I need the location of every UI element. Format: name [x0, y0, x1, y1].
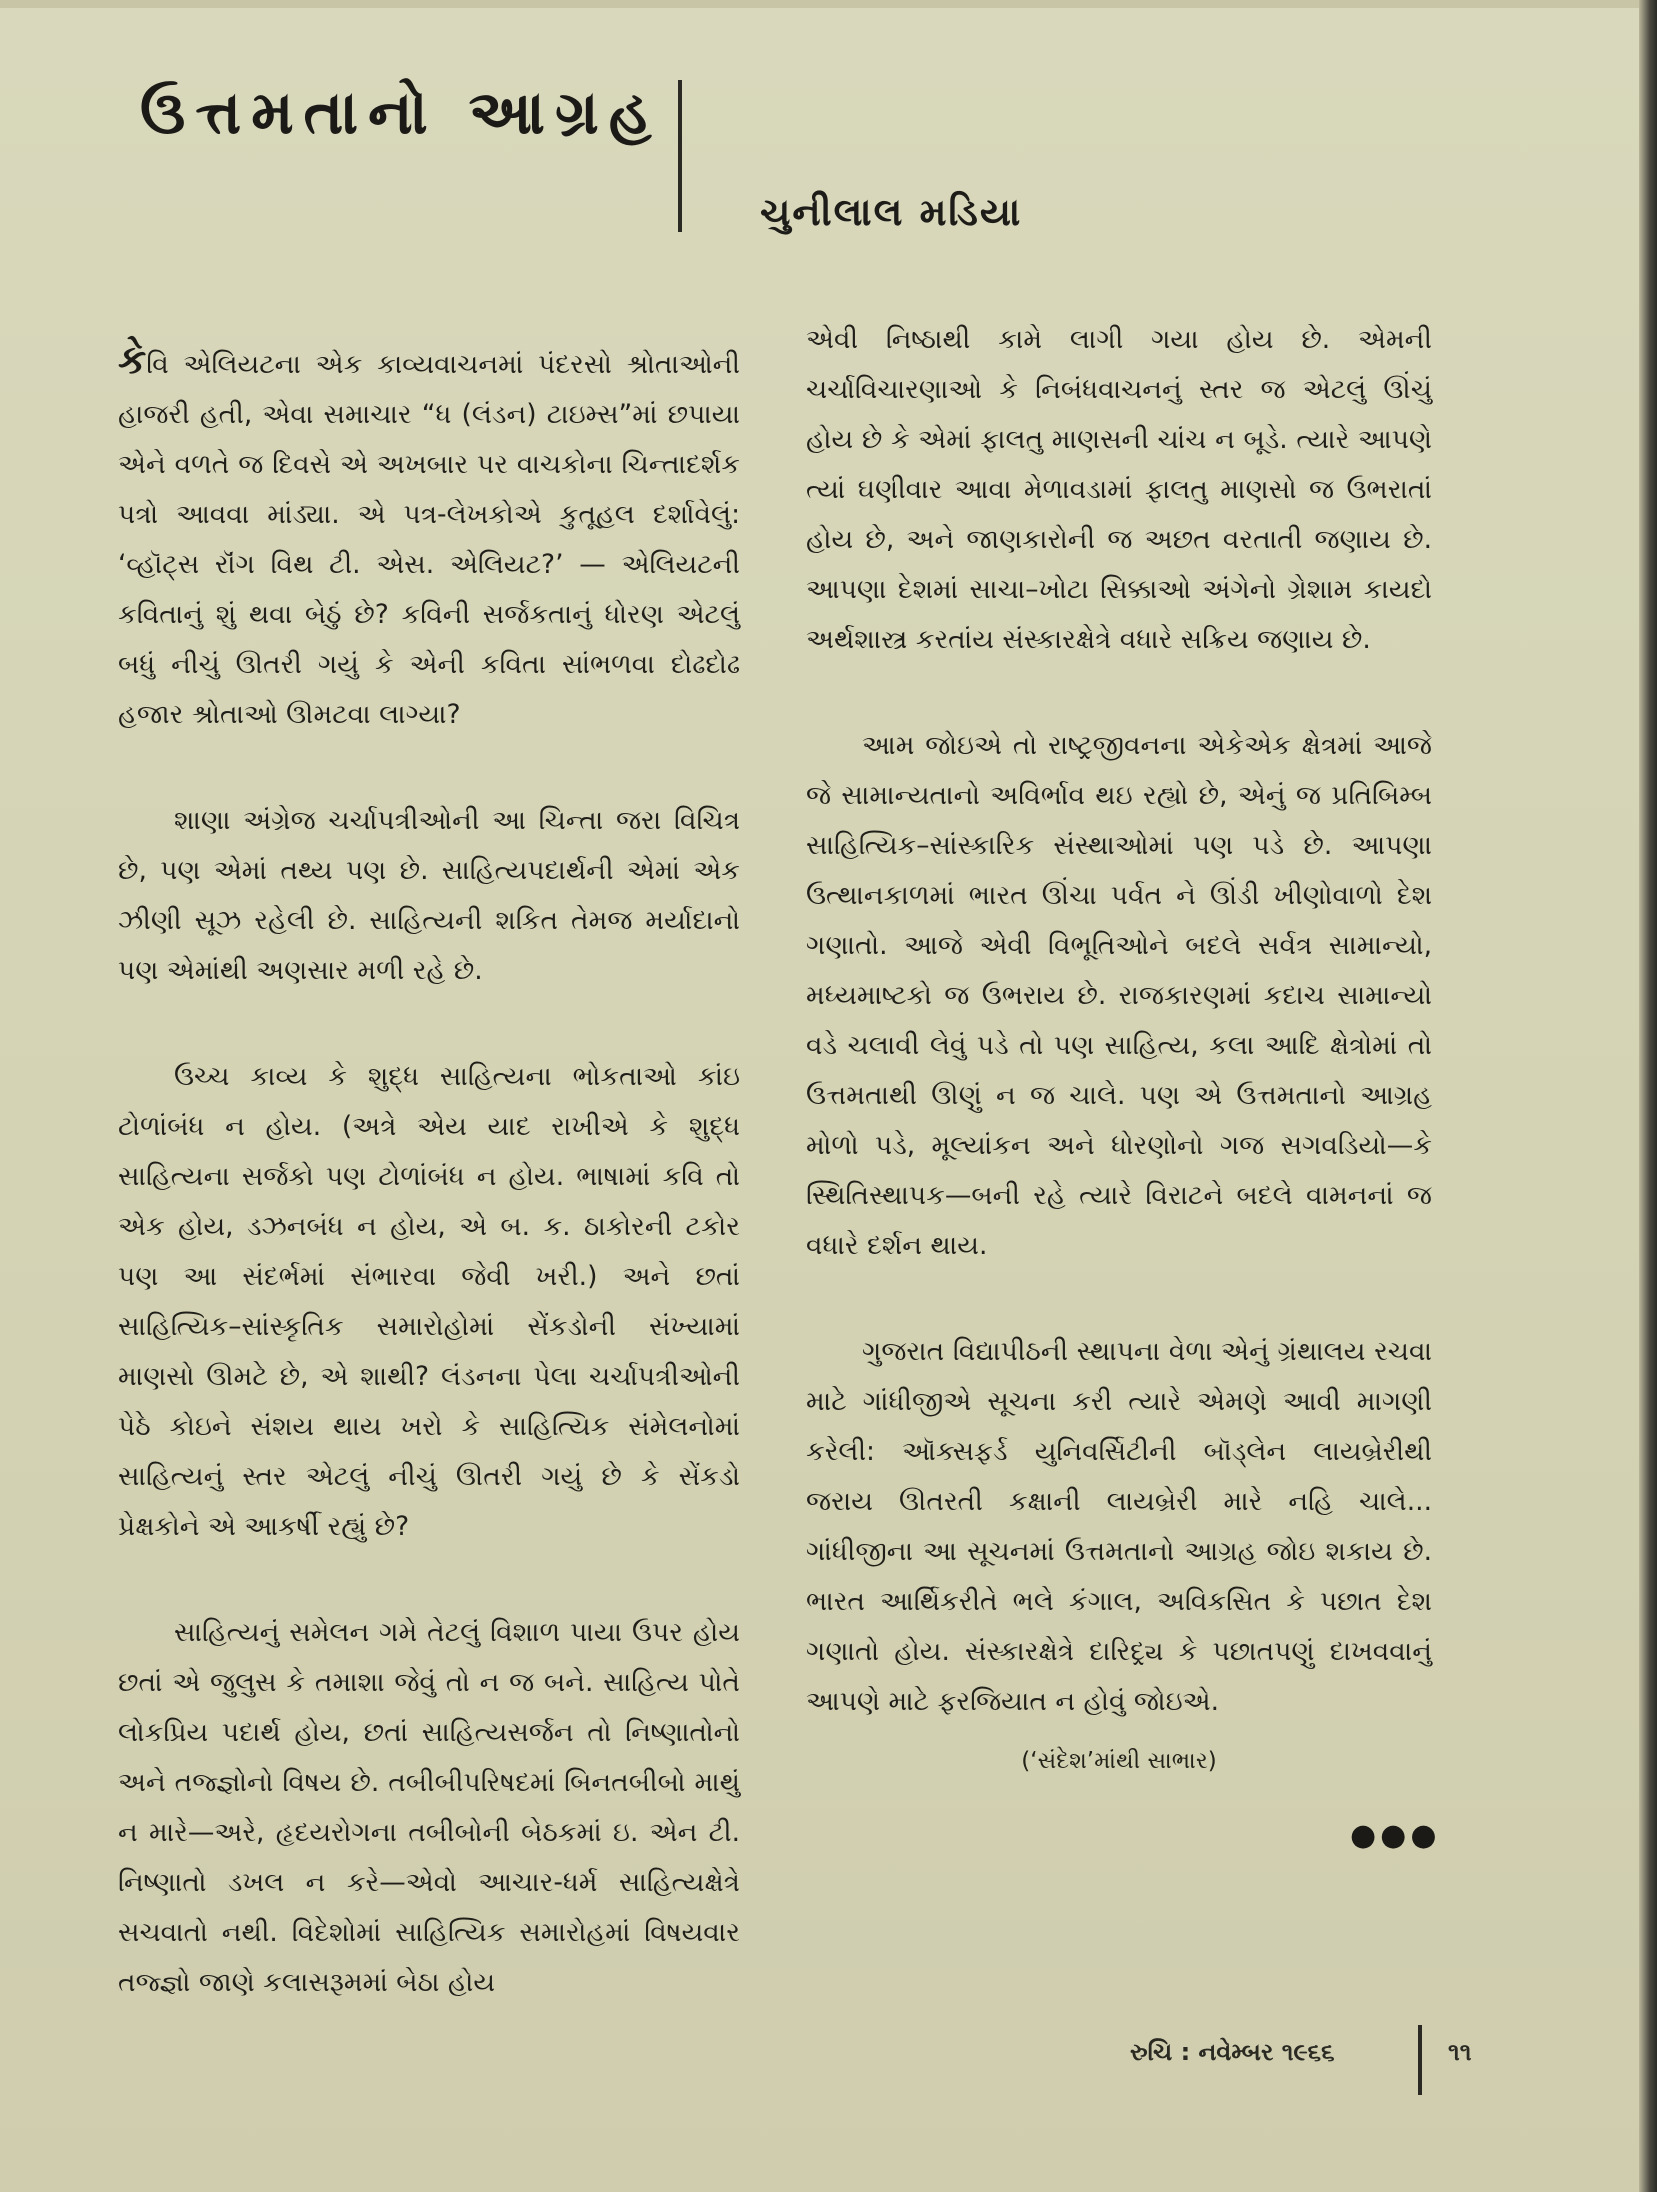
drop-cap: કે	[118, 337, 147, 383]
paragraph-3: ઉચ્ચ કાવ્ય કે શુદ્ધ સાહિત્યના ભોકતાઓ કાંઇ ટોળાંબંધ ન હોય. (અત્રે એય યાદ રાખીએ કે શુદ્ધ સાહિત્યના સર્જકો પણ ટોળાંબંધ ન હોય. ભાષામાં કવિ તો એક હોય, ડઝનબંધ ન હોય, એ બ. ક. ઠાકોરની ટકોર પણ આ સંદર્ભમાં સંભારવા જેવી ખરી.) અને છતાં સાહિત્યિક–સાંસ્કૃતિક સમારોહોમાં સેંકડોની સંખ્યામાં માણસો ઊમટે છે, એ શાથી? લંડનના પેલા ચર્ચાપત્રીઓની પેઠે કોઇને સંશય થાય ખરો કે સાહિત્યિક સંમેલનોમાં સાહિત્યનું સ્તર એટલું નીચું ઊતરી ગયું છે કે સેંકડો પ્રેક્ષકોને એ આકર્ષી રહ્યું છે?	[118, 1061, 740, 1542]
paragraph-4: સાહિત્યનું સમેલન ગમે તેટલું વિશાળ પાયા ઉપર હોય છતાં એ જુલુસ કે તમાશા જેવું તો ન જ બને. સાહિત્ય પોતે લોકપ્રિય પદાર્થ હોય, છતાં સાહિત્યસર્જન તો નિષ્ણાતોનો અને તજ્જ્ઞોનો વિષય છે. તબીબીપરિષદમાં બિનતબીબો માથું ન મારે—અરે, હૃદયરોગના તબીબોની બેઠકમાં ઇ. એન ટી. નિષ્ણાતો ડખલ ન કરે—એવો આચાર-ધર્મ સાહિત્યક્ષેત્રે સચવાતો નથી. વિદેશોમાં સાહિત્યિક સમારોહમાં વિષયવાર તજ્જ્ઞો જાણે કલાસરૂમમાં બેઠા હોય	[118, 1617, 740, 1998]
paragraph-1-text: વિ એલિયટના એક કાવ્યવાચનમાં પંદરસો શ્રોતાઓની હાજરી હતી, એવા સમાચાર “ધ (લંડન) ટાઇમ્સ”માં છપાયા એને વળતે જ દિવસે એ અખબાર પર વાચકોના ચિન્તાદર્શક પત્રો આવવા માંડ્યા. એ પત્ર-લેખકોએ કુતૂહલ દર્શાવેલું: ‘વ્હૉટ્સ રૉંગ વિથ ટી. એસ. એલિયટ?’ — એલિયટની કવિતાનું શું થવા બેઠું છે? કવિની સર્જકતાનું ધોરણ એટલું બધું નીચું ઊતરી ગયું કે એની કવિતા સાંભળવા દોઢદોઢ હજાર શ્રોતાઓ ઊમટવા લાગ્યા?	[118, 349, 740, 730]
left-column	[118, 335, 740, 2064]
paragraph-7: ગુજરાત વિદ્યાપીઠની સ્થાપના વેળા એનું ગ્રંથાલય રચવા માટે ગાંધીજીએ સૂચના કરી ત્યારે એમણે આવી માગણી કરેલી: ઑક્સફર્ડ યુનિવર્સિટીની બૉડ્લેન લાયબ્રેરીથી જરાય ઊતરતી કક્ષાની લાયબ્રેરી મારે નહિ ચાલે... ગાંધીજીના આ સૂચનમાં ઉત્તમતાનો આગ્રહ જોઇ શકાય છે. ભારત આર્થિકરીતે ભલે કંગાલ, અવિકસિત કે પછાત દેશ ગણાતો હોય. સંસ્કારક્ષેત્રે દારિદ્ર્ય કે પછાતપણું દાખવવાનું આપણે માટે ફરજિયાત ન હોવું જોઇએ.	[806, 1336, 1432, 1717]
article-author: ચુનીલાલ મડિયા	[760, 190, 1023, 234]
paragraph-1	[118, 335, 740, 740]
page-right-edge	[1639, 0, 1657, 2192]
page-top-edge	[0, 0, 1657, 8]
article-title: ઉત્તમતાનો આગ્રહ	[140, 78, 662, 148]
paragraph-2: શાણા અંગ્રેજ ચર્ચાપત્રીઓની આ ચિન્તા જરા વિચિત્ર છે, પણ એમાં તથ્ય પણ છે. સાહિત્યપદાર્થની એમાં એક ઝીણી સૂઝ રહેલી છે. સાહિત્યની શકિત તેમજ મર્યાદાનો પણ એમાંથી અણસાર મળી રહે છે.	[118, 805, 740, 986]
paragraph-5: એવી નિષ્ઠાથી કામે લાગી ગયા હોય છે. એમની ચર્ચાવિચારણાઓ કે નિબંધવાચનનું સ્તર જ એટલું ઊંચું હોય છે કે એમાં ફાલતુ માણસની ચાંચ ન બૂડે. ત્યારે આપણે ત્યાં ઘણીવાર આવા મેળાવડામાં ફાલતુ માણસો જ ઉભરાતાં હોય છે, અને જાણકારોની જ અછત વરતાતી જણાય છે. આપણા દેશમાં સાચા–ખોટા સિક્કાઓ અંગેનો ગ્રેશામ કાયદો અર્થશાસ્ત્ર કરતાંય સંસ્કારક્ષેત્રે વધારે સક્રિય જણાય છે.	[806, 324, 1432, 655]
magazine-issue: રુચિ : નવેમ્બર ૧૯૬૬	[1130, 2038, 1335, 2066]
footer-divider	[1418, 2025, 1422, 2095]
page-number: ૧૧	[1448, 2038, 1472, 2066]
title-divider	[678, 80, 682, 232]
source-credit: (‘સંદેશ’માંથી સાભાર)	[1021, 1748, 1217, 1774]
end-mark: ●●●	[1350, 1818, 1441, 1853]
paragraph-6: આમ જોઇએ તો રાષ્ટ્રજીવનના એકેએક ક્ષેત્રમાં આજે જે સામાન્યતાનો અવિર્ભાવ થઇ રહ્યો છે, એનું જ પ્રતિબિમ્બ સાહિત્યિક–સાંસ્કારિક સંસ્થાઓમાં પણ પડે છે. આપણા ઉત્થાનકાળમાં ભારત ઊંચા પર્વત ને ઊંડી ખીણોવાળો દેશ ગણાતો. આજે એવી વિભૂતિઓને બદલે સર્વત્ર સામાન્યો, મધ્યમાષ્ટકો જ ઉભરાય છે. રાજકારણમાં કદાચ સામાન્યો વડે ચલાવી લેવું પડે તો પણ સાહિત્ય, કલા આદિ ક્ષેત્રોમાં તો ઉત્તમતાથી ઊણું ન જ ચાલે. પણ એ ઉત્તમતાનો આગ્રહ મોળો પડે, મૂલ્યાંકન અને ધોરણોનો ગજ સગવડિયો—કે સ્થિતિસ્થાપક—બની રહે ત્યારે વિરાટને બદલે વામનનાં જ વધારે દર્શન થાય.	[806, 730, 1432, 1261]
right-column	[806, 315, 1432, 1783]
